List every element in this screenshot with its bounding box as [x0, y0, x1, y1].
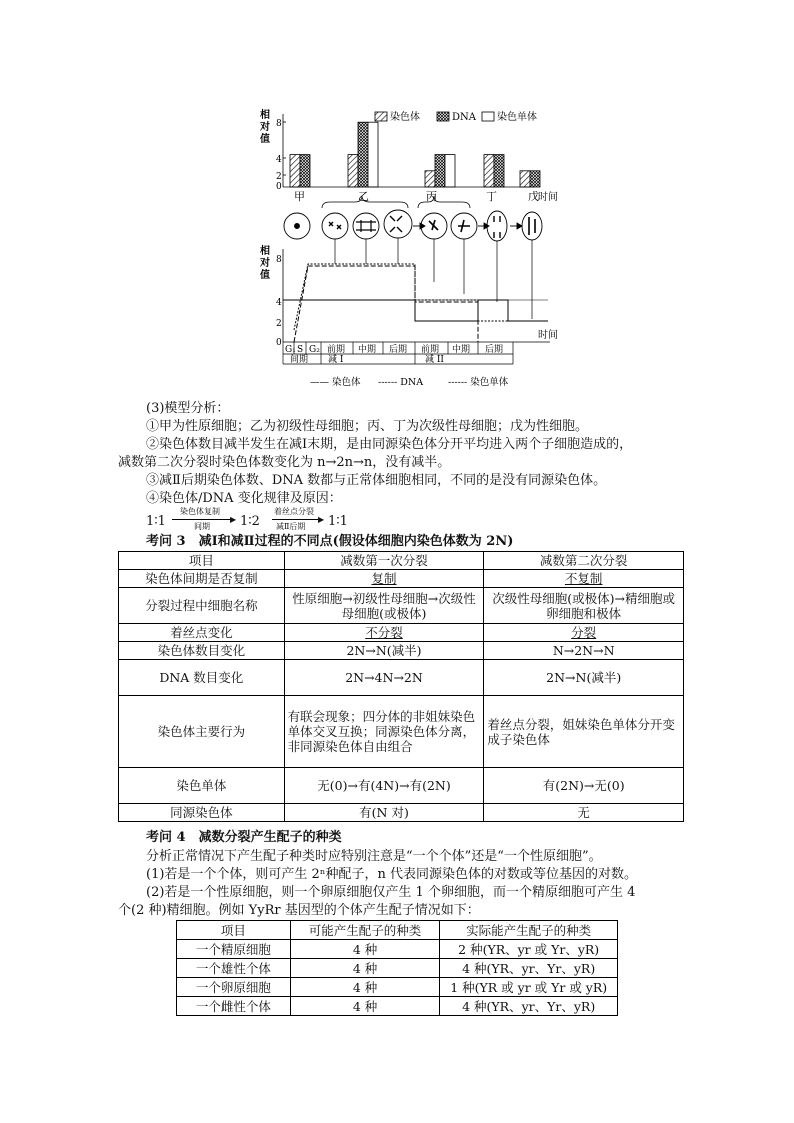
bottom-ylabel-3: 值 — [260, 270, 270, 281]
table-cell: 分裂过程中细胞名称 — [119, 588, 285, 624]
question-4-heading: 考问 4 减数分裂产生配子的种类 — [146, 830, 342, 845]
table-cell: 一个雌性个体 — [177, 997, 291, 1016]
phase-axis — [283, 342, 513, 365]
stage-label-bing: 丙 — [426, 190, 437, 203]
arrow1-label-top: 染色体复制 — [180, 507, 220, 516]
table-cell: 性原细胞→初级性母细胞→次级性母细胞(或极体) — [284, 588, 484, 624]
table-row — [119, 768, 684, 804]
table-cell: 2N→4N→2N — [284, 660, 484, 696]
table-cell: 次级性母细胞(或极体)→精细胞或卵细胞和极体 — [484, 588, 684, 624]
ratio-initial: 1∶1 — [146, 514, 166, 529]
table-row — [119, 660, 684, 696]
table-cell: 一个精原细胞 — [177, 940, 291, 959]
table-cell: 4 种 — [290, 978, 440, 997]
table-row — [177, 978, 618, 997]
analysis-point-4: ④染色体/DNA 变化规律及原因： — [146, 491, 342, 506]
bottom-ytick-8: 8 — [276, 255, 282, 265]
legend-swatch-chromosome — [375, 112, 387, 121]
table-row — [119, 570, 684, 588]
arrow2-line — [272, 519, 322, 520]
table-header-row — [119, 552, 684, 570]
top-ylabel-3: 值 — [260, 134, 270, 145]
bar-4-series-1 — [530, 171, 540, 187]
top-bar-chart — [290, 122, 540, 187]
top-legend — [375, 110, 537, 123]
table-cell: 4 种 — [290, 959, 440, 978]
bottom-time-label: 时间 — [538, 330, 558, 341]
legend-chromosome: 染色体 — [390, 112, 420, 123]
table-cell: 4 种 — [290, 940, 440, 959]
arrow1-line — [172, 519, 234, 520]
arrow2-head: ▶ — [318, 515, 325, 524]
table-cell: DNA 数目变化 — [119, 660, 285, 696]
phase-interphase: 间期 — [290, 355, 309, 365]
gamete-note: 分析正常情况下产生配子种类时应特别注意是“一个个体”还是“一个性原细胞”。 — [146, 849, 602, 864]
bar-0-series-1 — [300, 155, 310, 187]
phase-m1-prophase: 前期 — [327, 345, 346, 355]
table-header-row — [177, 921, 618, 940]
table-cell: 染色体主要行为 — [119, 696, 285, 768]
bar-2-series-1 — [435, 155, 445, 187]
table-cell: 着丝点分裂，姐妹染色单体分开变成子染色体 — [484, 696, 684, 768]
bar-1-series-0 — [348, 155, 358, 187]
ratio-final: 1∶1 — [328, 514, 348, 529]
table-cell: 1 种(YR 或 yr 或 Yr 或 yR) — [440, 978, 618, 997]
table-cell: 一个卵原细胞 — [177, 978, 291, 997]
bottom-legend-dna: ------ DNA — [378, 377, 424, 388]
table-cell: 有(N 对) — [284, 804, 484, 822]
stage-label-yi: 乙 — [358, 190, 369, 203]
bar-0-series-0 — [290, 155, 300, 187]
phase-g1: G₁ — [285, 345, 296, 355]
table-cell: 有联会现象；四分体的非姐妹染色单体交叉互换；同源染色体分离，非同源染色体自由组合 — [284, 696, 484, 768]
model-analysis-heading: (3)模型分析： — [146, 401, 230, 416]
table-row — [119, 642, 684, 660]
bar-4-series-0 — [520, 171, 530, 187]
bottom-ytick-2: 2 — [276, 319, 282, 329]
top-ytick-4: 4 — [276, 155, 282, 165]
table-cell: 4 种 — [290, 997, 440, 1016]
question-3-heading: 考问 3 减Ⅰ和减Ⅱ过程的不同点(假设体细胞内染色体数为 2N) — [146, 534, 514, 549]
phase-meiosis-1: 减 I — [328, 355, 344, 365]
analysis-point-1: ①甲为性原细胞；乙为初级性母细胞；丙、丁为次级性母细胞；戊为性细胞。 — [146, 419, 589, 434]
table-row — [119, 804, 684, 822]
table-cell: 着丝点变化 — [119, 624, 285, 642]
table-cell: 有(2N)→无(0) — [484, 768, 684, 804]
bar-1-series-2 — [368, 122, 378, 187]
table-cell: 4 种(YR、yr、Yr、yR) — [440, 997, 618, 1016]
legend-chromatid: 染色单体 — [497, 112, 537, 123]
header-item: 项目 — [119, 552, 285, 570]
table-row — [177, 940, 618, 959]
table-cell: 染色单体 — [119, 768, 285, 804]
phase-m1-metaphase: 中期 — [358, 345, 377, 355]
table-cell: 2 种(YR、yr 或 Yr、yR) — [440, 940, 618, 959]
bottom-ylabel-2: 对 — [260, 258, 270, 269]
bar-2-series-0 — [425, 171, 435, 187]
table-cell: 实际能产生配子的种类 — [440, 921, 618, 940]
table-cell: 同源染色体 — [119, 804, 285, 822]
header-meiosis-1: 减数第一次分裂 — [284, 552, 484, 570]
table-row — [119, 588, 684, 624]
table-row — [119, 696, 684, 768]
table-cell: 项目 — [177, 921, 291, 940]
table-cell: 可能产生配子的种类 — [290, 921, 440, 940]
legend-swatch-dna — [437, 112, 449, 121]
header-meiosis-2: 减数第二次分裂 — [484, 552, 684, 570]
gamete-case-2: (2)若是一个性原细胞，则一个卵原细胞仅产生 1 个卵细胞，而一个精原细胞可产生 4 — [146, 885, 636, 900]
bar-3-series-0 — [484, 155, 494, 187]
stage-label-wu: 戊 — [528, 190, 539, 203]
phase-g2: G₂ — [309, 345, 320, 355]
bottom-ytick-4: 4 — [276, 298, 282, 308]
phase-m2-metaphase: 中期 — [452, 345, 471, 355]
table-cell: 一个雄性个体 — [177, 959, 291, 978]
table-cell: 染色体间期是否复制 — [119, 570, 285, 588]
bar-2-series-2 — [445, 155, 455, 187]
table-cell: 无 — [484, 804, 684, 822]
gamete-case-2-cont: 个(2 种)精细胞。例如 YyRr 基因型的个体产生配子情况如下： — [118, 903, 480, 918]
bottom-line-chart — [283, 238, 550, 342]
table-cell: 复制 — [284, 570, 484, 588]
meiosis-figure — [250, 104, 560, 394]
meiosis-comparison-table — [118, 551, 684, 822]
table-cell: 4 种(YR、yr、Yr、yR) — [440, 959, 618, 978]
table-cell: 2N→N(减半) — [484, 660, 684, 696]
legend-swatch-chromatid — [482, 112, 494, 121]
gamete-case-1: (1)若是一个个体，则可产生 2ⁿ种配子，n 代表同源染色体的对数或等位基因的对数。 — [146, 867, 637, 882]
bottom-legend-chromosome: —— 染色体 — [310, 377, 361, 388]
analysis-point-3: ③减Ⅱ后期染色体数、DNA 数都与正常体细胞相同，不同的是没有同源染色体。 — [146, 473, 607, 488]
arrow1-label-bottom: 间期 — [194, 522, 210, 531]
phase-meiosis-2: 减 II — [425, 355, 444, 365]
table-cell: 染色体数目变化 — [119, 642, 285, 660]
arrow1-head: ▶ — [230, 515, 237, 524]
phase-m1-anaphase: 后期 — [389, 345, 408, 355]
top-ylabel-2: 对 — [260, 122, 270, 133]
bottom-ytick-0: 0 — [276, 338, 282, 348]
table-cell: 分裂 — [484, 624, 684, 642]
gamete-types-table — [176, 920, 618, 1016]
table-row — [119, 624, 684, 642]
table-row — [177, 997, 618, 1016]
table-cell: 无(0)→有(4N)→有(2N) — [284, 768, 484, 804]
ratio-middle: 1∶2 — [240, 514, 260, 529]
phase-s: S — [297, 345, 304, 355]
analysis-point-2: ②染色体数目减半发生在减Ⅰ末期，是由同源染色体分开平均进入两个子细胞造成的， — [146, 437, 633, 452]
ratio-change-formula — [146, 506, 366, 532]
bottom-ylabel-1: 相 — [260, 246, 270, 257]
top-ytick-2: 2 — [276, 172, 282, 182]
arrow2-label-top: 着丝点分裂 — [274, 507, 314, 516]
stage-label-jia: 甲 — [294, 190, 305, 203]
table-cell: 不分裂 — [284, 624, 484, 642]
stage-label-ding: 丁 — [486, 190, 497, 203]
bottom-legend-chromatid: ------ 染色单体 — [448, 377, 509, 388]
table-cell: 2N→N(减半) — [284, 642, 484, 660]
cell-diagram-row — [284, 210, 542, 241]
table-cell: N→2N→N — [484, 642, 684, 660]
top-ylabel-1: 相 — [260, 110, 270, 121]
arrow2-label-bottom: 减Ⅱ后期 — [276, 522, 306, 531]
legend-dna: DNA — [452, 112, 476, 123]
top-ytick-0: 0 — [276, 182, 282, 192]
bar-1-series-1 — [358, 122, 368, 187]
phase-m2-anaphase: 后期 — [485, 345, 504, 355]
table-row — [177, 959, 618, 978]
phase-m2-prophase: 前期 — [421, 345, 440, 355]
bar-3-series-1 — [494, 155, 504, 187]
top-time-label: 时间 — [538, 192, 558, 203]
top-ytick-8: 8 — [276, 119, 282, 129]
analysis-point-2-cont: 减数第二次分裂时染色体数变化为 n→2n→n，没有减半。 — [118, 455, 451, 470]
table-cell: 不复制 — [484, 570, 684, 588]
